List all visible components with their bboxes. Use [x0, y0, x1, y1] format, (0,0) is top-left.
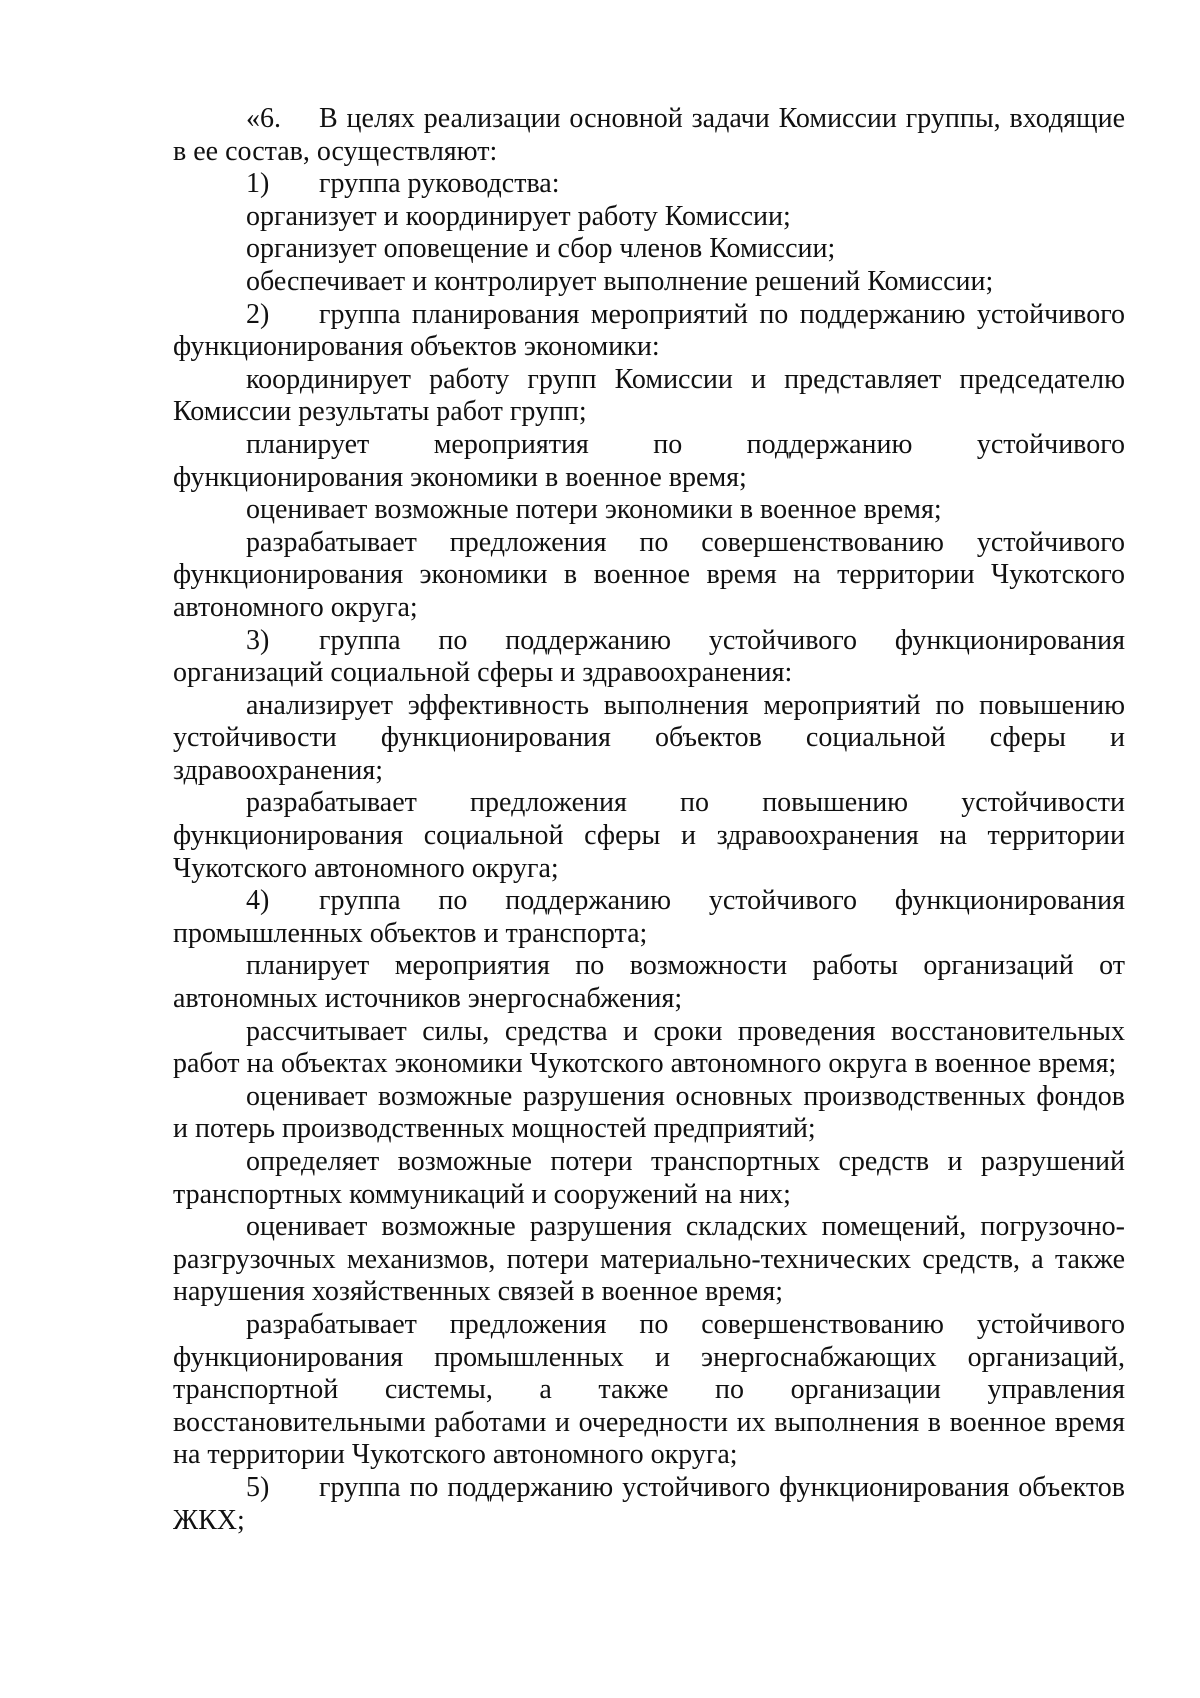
paragraph: планирует мероприятия по поддержанию устойчивого функционирования экономики в военное время;: [173, 428, 1125, 493]
item-number: 4): [246, 885, 270, 917]
paragraph: обеспечивает и контролирует выполнение решений Комиссии;: [246, 265, 994, 297]
paragraph-item-2: [173, 299, 1125, 364]
item-number: 1): [246, 168, 270, 200]
paragraph: оценивает возможные разрушения основных производственных фондов и потерь производственных мощностей предприятий;: [173, 1080, 1125, 1145]
paragraph-item-3: [173, 625, 1125, 690]
paragraph-item-5: [173, 1472, 1125, 1537]
paragraph: анализирует эффективность выполнения мероприятий по повышению устойчивости функционирования объектов социальной сферы и здравоохранения;: [173, 689, 1125, 786]
item-text: В целях реализации основной задачи Комиссии группы, входящие в ее состав, осуществляют:: [173, 103, 1125, 167]
paragraph: организует оповещение и сбор членов Комиссии;: [246, 233, 836, 265]
paragraph-item-4: [173, 885, 1125, 950]
paragraph: планирует мероприятия по возможности работы организаций от автономных источников энергоснабжения;: [173, 950, 1125, 1015]
document-body: [173, 103, 1125, 1537]
paragraph: разрабатывает предложения по повышению устойчивости функционирования социальной сферы и здравоохранения на территории Чукотского автономного округа;: [173, 787, 1125, 884]
paragraph: определяет возможные потери транспортных средств и разрушений транспортных коммуникаций и сооружений на них;: [173, 1146, 1125, 1210]
paragraph: оценивает возможные потери экономики в военное время;: [246, 494, 942, 526]
paragraph: разрабатывает предложения по совершенствованию устойчивого функционирования промышленных и энергоснабжающих организаций, транспортной системы, а также по организации управления восстановительными работами и очередности их выполнения в военное время на территории Чукотского автономного округа;: [173, 1308, 1125, 1471]
paragraph: оценивает возможные разрушения складских помещений, погрузочно-разгрузочных механизмов, потери материально-технических средств, а также нарушения хозяйственных связей в военное время;: [173, 1211, 1125, 1308]
item-number: 2): [246, 298, 270, 330]
paragraph: организует и координирует работу Комиссии;: [246, 200, 791, 232]
paragraph-item-6: [173, 103, 1125, 168]
item-text: группа по поддержанию устойчивого функционирования организаций социальной сферы и здравоохранения:: [173, 624, 1125, 689]
item-number: 3): [246, 624, 270, 656]
item-number: «6.: [246, 103, 281, 134]
paragraph: рассчитывает силы, средства и сроки проведения восстановительных работ на объектах экономики Чукотского автономного округа в военное время;: [173, 1015, 1125, 1080]
paragraph-item-1: [173, 168, 1125, 201]
item-text: группа планирования мероприятий по поддержанию устойчивого функционирования объектов экономики:: [173, 298, 1125, 363]
item-number: 5): [246, 1471, 270, 1503]
item-text: группа по поддержанию устойчивого функционирования промышленных объектов и транспорта;: [173, 885, 1125, 949]
paragraph: разрабатывает предложения по совершенствованию устойчивого функционирования экономики в военное время на территории Чукотского автономного округа;: [173, 526, 1125, 623]
item-text: группа по поддержанию устойчивого функционирования объектов ЖКХ;: [173, 1471, 1125, 1536]
paragraph: координирует работу групп Комиссии и представляет председателю Комиссии результаты работ групп;: [173, 363, 1125, 428]
item-text: группа руководства:: [319, 168, 560, 200]
